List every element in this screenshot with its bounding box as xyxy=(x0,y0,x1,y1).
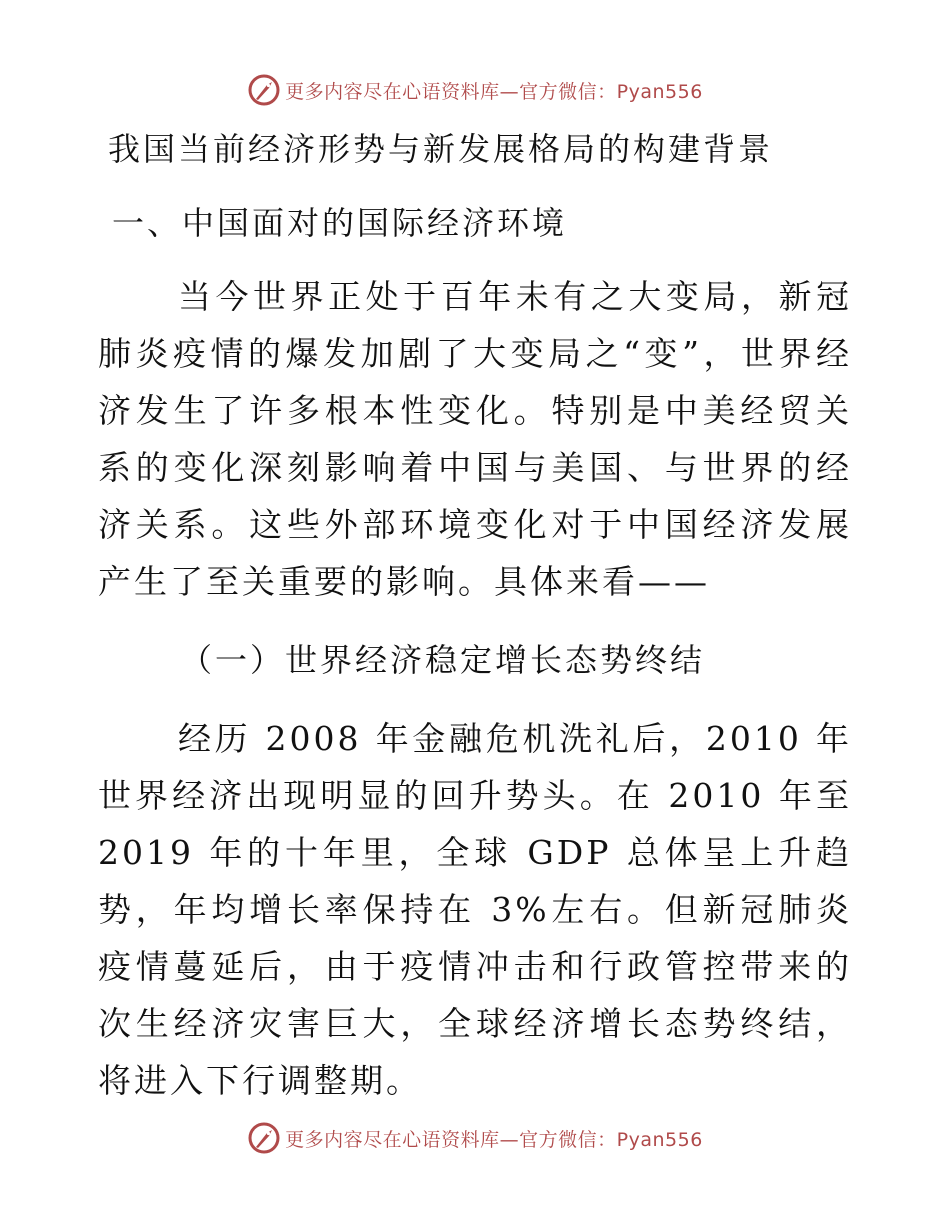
section-heading: 一、中国面对的国际经济环境 xyxy=(112,204,568,242)
watermark-text: 更多内容尽在心语资料库—官方微信：Pyan556 xyxy=(285,80,703,103)
footer-watermark xyxy=(0,1118,950,1158)
paragraph-intro: 当今世界正处于百年未有之大变局，新冠肺炎疫情的爆发加剧了大变局之“变”，世界经济发生了许多根本性变化。特别是中美经贸关系的变化深刻影响着中国与美国、与世界的经济关系。这些外部环境变化对于中国经济发展产生了至关重要的影响。具体来看—— xyxy=(98,277,852,601)
pen-nib-icon xyxy=(247,1121,281,1155)
document-title: 我国当前经济形势与新发展格局的构建背景 xyxy=(108,130,774,168)
pen-nib-icon xyxy=(247,73,281,107)
header-watermark xyxy=(0,70,950,110)
watermark-text: 更多内容尽在心语资料库—官方微信：Pyan556 xyxy=(285,1128,703,1151)
subsection-heading: （一）世界经济稳定增长态势终结 xyxy=(180,641,706,679)
paragraph-world-economy: 经历 2008 年金融危机洗礼后，2010 年世界经济出现明显的回升势头。在 2010 年至 2019 年的十年里，全球 GDP 总体呈上升趋势，年均增长率保持在 3%左右。但新冠肺炎疫情蔓延后，由于疫情冲击和行政管控带来的次生经济灾害巨大，全球经济增长态势终结，将进入下行调整期。 xyxy=(98,719,852,1100)
